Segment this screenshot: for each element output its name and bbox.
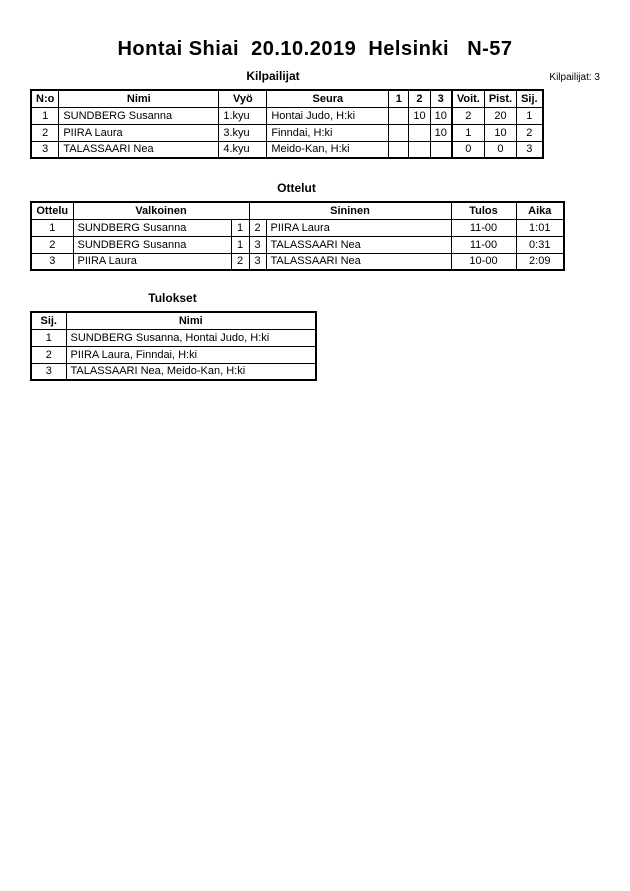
cell-wins: 0: [452, 141, 485, 158]
cell-p1: [389, 141, 409, 158]
col-no: N:o: [31, 90, 59, 107]
table-row: [31, 253, 564, 270]
col-points: Pist.: [484, 90, 516, 107]
table-row: [31, 329, 316, 346]
cell-white-name: SUNDBERG Susanna: [73, 219, 231, 236]
competitors-count: Kilpailijat: 3: [549, 72, 600, 83]
results-header: [31, 312, 316, 329]
cell-no: 1: [31, 107, 59, 124]
table-row: [31, 107, 543, 124]
col-1: 1: [389, 90, 409, 107]
cell-name: PIIRA Laura, Finndai, H:ki: [66, 346, 316, 363]
cell-points: 20: [484, 107, 516, 124]
cell-name: SUNDBERG Susanna, Hontai Judo, H:ki: [66, 329, 316, 346]
cell-place: 1: [517, 107, 543, 124]
col-result: Tulos: [451, 202, 516, 219]
cell-blue-no: 3: [249, 236, 266, 253]
table-row: [31, 363, 316, 380]
cell-white-name: PIIRA Laura: [73, 253, 231, 270]
cell-blue-name: PIIRA Laura: [266, 219, 451, 236]
cell-p3: 10: [430, 124, 452, 141]
cell-club: Hontai Judo, H:ki: [267, 107, 389, 124]
competitors-header: [31, 90, 543, 107]
cell-white-no: 1: [231, 236, 249, 253]
cell-no: 3: [31, 141, 59, 158]
col-place: Sij.: [31, 312, 66, 329]
cell-white-no: 2: [231, 253, 249, 270]
cell-p3: [430, 141, 452, 158]
cell-name: SUNDBERG Susanna: [59, 107, 219, 124]
col-place: Sij.: [517, 90, 543, 107]
cell-place: 2: [517, 124, 543, 141]
matches-header: [31, 202, 564, 219]
cell-place: 3: [31, 363, 66, 380]
cell-club: Meido-Kan, H:ki: [267, 141, 389, 158]
matches-table: [30, 201, 565, 271]
results-table: [30, 311, 317, 381]
col-blue: Sininen: [249, 202, 451, 219]
cell-result: 11-00: [451, 219, 516, 236]
matches-section-title: Ottelut: [277, 181, 316, 195]
cell-time: 1:01: [516, 219, 564, 236]
table-row: [31, 124, 543, 141]
col-wins: Voit.: [452, 90, 485, 107]
cell-belt: 3.kyu: [219, 124, 267, 141]
competitors-table: [30, 89, 544, 159]
col-match-no: Ottelu: [31, 202, 73, 219]
col-name: Nimi: [59, 90, 219, 107]
cell-name: TALASSAARI Nea: [59, 141, 219, 158]
results-section-title: Tulokset: [148, 291, 197, 305]
cell-white-name: SUNDBERG Susanna: [73, 236, 231, 253]
cell-points: 10: [484, 124, 516, 141]
cell-match-no: 1: [31, 219, 73, 236]
page-title: Hontai Shiai 20.10.2019 Helsinki N-57: [117, 38, 513, 60]
cell-club: Finndai, H:ki: [267, 124, 389, 141]
cell-p2: [409, 124, 430, 141]
col-name: Nimi: [66, 312, 316, 329]
cell-belt: 4.kyu: [219, 141, 267, 158]
col-2: 2: [409, 90, 430, 107]
cell-result: 11-00: [451, 236, 516, 253]
table-row: [31, 141, 543, 158]
cell-p2: 10: [409, 107, 430, 124]
cell-time: 2:09: [516, 253, 564, 270]
cell-blue-name: TALASSAARI Nea: [266, 236, 451, 253]
cell-belt: 1.kyu: [219, 107, 267, 124]
cell-white-no: 1: [231, 219, 249, 236]
cell-p2: [409, 141, 430, 158]
cell-blue-no: 2: [249, 219, 266, 236]
cell-name: TALASSAARI Nea, Meido-Kan, H:ki: [66, 363, 316, 380]
cell-p3: 10: [430, 107, 452, 124]
col-belt: Vyö: [219, 90, 267, 107]
cell-p1: [389, 107, 409, 124]
competitors-section-title: Kilpailijat: [246, 69, 300, 83]
cell-blue-no: 3: [249, 253, 266, 270]
cell-place: 2: [31, 346, 66, 363]
cell-wins: 2: [452, 107, 485, 124]
cell-place: 1: [31, 329, 66, 346]
cell-points: 0: [484, 141, 516, 158]
results-page: [0, 0, 630, 411]
cell-wins: 1: [452, 124, 485, 141]
table-row: [31, 219, 564, 236]
table-row: [31, 236, 564, 253]
cell-time: 0:31: [516, 236, 564, 253]
cell-name: PIIRA Laura: [59, 124, 219, 141]
cell-blue-name: TALASSAARI Nea: [266, 253, 451, 270]
cell-match-no: 3: [31, 253, 73, 270]
cell-place: 3: [517, 141, 543, 158]
col-white: Valkoinen: [73, 202, 249, 219]
col-3: 3: [430, 90, 452, 107]
table-row: [31, 346, 316, 363]
col-club: Seura: [267, 90, 389, 107]
cell-no: 2: [31, 124, 59, 141]
cell-p1: [389, 124, 409, 141]
cell-result: 10-00: [451, 253, 516, 270]
competitors-header-row: [30, 69, 600, 85]
col-time: Aika: [516, 202, 564, 219]
cell-match-no: 2: [31, 236, 73, 253]
